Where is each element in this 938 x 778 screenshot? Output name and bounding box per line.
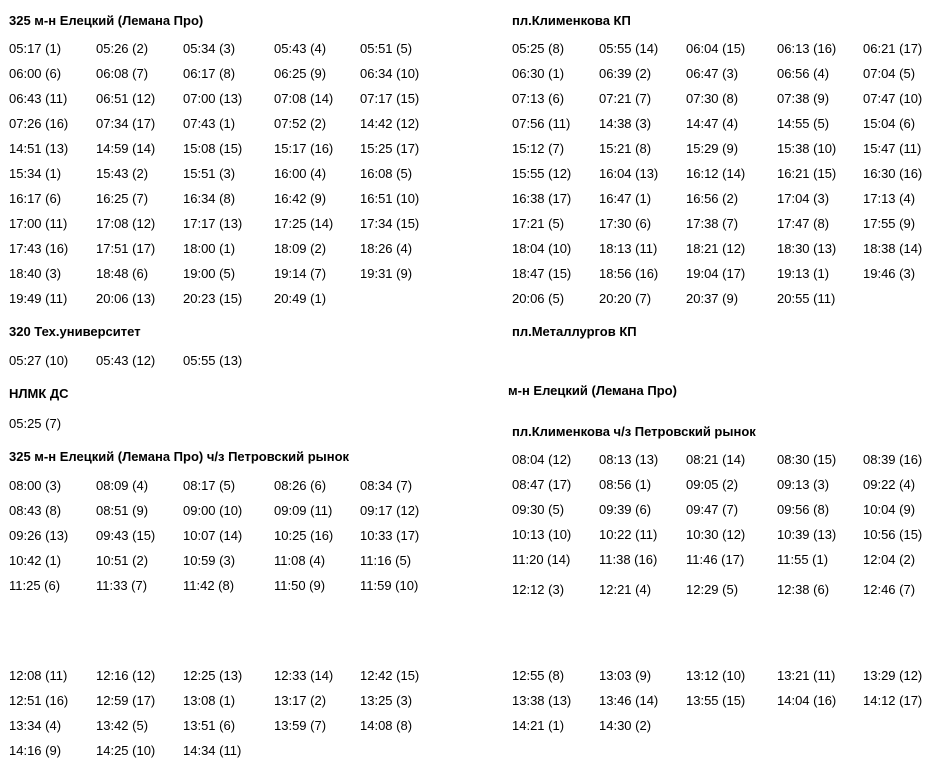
section-title-325: 325 м-н Елецкий (Лемана Про) [9,13,204,28]
time-cell: 15:47 (11) [863,141,922,156]
time-cell: 15:25 (17) [360,141,420,156]
time-cell: 10:04 (9) [863,502,916,517]
time-cell: 16:51 (10) [360,191,420,206]
time-cell: 12:16 (12) [96,668,156,683]
time-cell: 12:33 (14) [274,668,334,683]
time-cell: 14:51 (13) [9,141,69,156]
time-cell: 19:31 (9) [360,266,413,281]
time-cell: 20:06 (5) [512,291,565,306]
time-cell: 06:17 (8) [183,66,236,81]
time-cell: 15:29 (9) [686,141,739,156]
time-cell: 16:08 (5) [360,166,413,181]
times-grid-nlmk [9,416,446,441]
time-cell: 10:42 (1) [9,553,62,568]
time-cell: 11:42 (8) [183,578,235,593]
time-cell: 11:50 (9) [274,578,326,593]
time-cell: 06:21 (17) [863,41,923,56]
section-title-metallurgov: пл.Металлургов КП [512,324,637,339]
time-cell: 15:21 (8) [599,141,652,156]
time-cell: 12:51 (16) [9,693,69,708]
section-title-nlmk: НЛМК ДС [9,386,69,401]
time-cell: 17:47 (8) [777,216,830,231]
section-title-320: 320 Тех.университет [9,324,141,339]
time-cell: 17:30 (6) [599,216,652,231]
time-cell: 09:00 (10) [183,503,243,518]
time-cell: 08:21 (14) [686,452,746,467]
time-cell: 13:59 (7) [274,718,327,733]
time-cell: 17:55 (9) [863,216,916,231]
time-cell: 05:43 (12) [96,353,156,368]
time-cell: 06:00 (6) [9,66,62,81]
time-cell: 09:22 (4) [863,477,916,492]
time-cell: 14:47 (4) [686,116,739,131]
time-cell: 08:17 (5) [183,478,236,493]
time-cell: 17:34 (15) [360,216,420,231]
time-cell: 14:08 (8) [360,718,413,733]
time-cell: 13:46 (14) [599,693,659,708]
time-cell: 12:55 (8) [512,668,565,683]
time-cell: 05:25 (7) [9,416,62,431]
time-cell: 07:00 (13) [183,91,243,106]
time-cell: 14:30 (2) [599,718,652,733]
time-cell: 11:38 (16) [599,552,658,567]
time-cell: 09:05 (2) [686,477,739,492]
time-cell: 11:59 (10) [360,578,419,593]
time-cell: 09:26 (13) [9,528,69,543]
time-cell: 17:13 (4) [863,191,916,206]
time-cell: 11:20 (14) [512,552,571,567]
time-cell: 19:00 (5) [183,266,236,281]
time-cell: 05:55 (14) [599,41,659,56]
time-cell: 20:20 (7) [599,291,652,306]
time-cell: 08:30 (15) [777,452,837,467]
time-cell: 19:13 (1) [777,266,830,281]
time-cell: 15:34 (1) [9,166,62,181]
time-cell: 14:12 (17) [863,693,923,708]
time-cell: 15:38 (10) [777,141,837,156]
time-cell: 19:04 (17) [686,266,746,281]
time-cell: 05:27 (10) [9,353,69,368]
time-cell: 10:56 (15) [863,527,923,542]
time-cell: 18:04 (10) [512,241,572,256]
times-grid-klimenkova-petrovsky-row [512,582,938,607]
time-cell: 18:38 (14) [863,241,923,256]
time-cell: 17:51 (17) [96,241,156,256]
time-cell: 08:47 (17) [512,477,572,492]
time-cell: 17:00 (11) [9,216,68,231]
time-cell: 15:51 (3) [183,166,236,181]
time-cell: 16:17 (6) [9,191,62,206]
time-cell: 16:21 (15) [777,166,837,181]
time-cell: 05:43 (4) [274,41,327,56]
time-cell: 08:56 (1) [599,477,652,492]
time-cell: 13:38 (13) [512,693,572,708]
time-cell: 07:13 (6) [512,91,565,106]
times-grid-325-petrovsky-a [9,478,446,603]
time-cell: 09:17 (12) [360,503,420,518]
time-cell: 13:25 (3) [360,693,413,708]
time-cell: 12:46 (7) [863,582,916,597]
times-grid-325 [9,41,446,316]
time-cell: 12:29 (5) [686,582,739,597]
time-cell: 14:25 (10) [96,743,156,758]
time-cell: 12:38 (6) [777,582,830,597]
time-cell: 05:55 (13) [183,353,243,368]
time-cell: 20:23 (15) [183,291,243,306]
time-cell: 10:25 (16) [274,528,334,543]
times-grid-klimenkova [512,41,938,316]
time-cell: 16:25 (7) [96,191,149,206]
section-title-klimenkova: пл.Клименкова КП [512,13,631,28]
time-cell: 17:04 (3) [777,191,830,206]
time-cell: 16:56 (2) [686,191,739,206]
time-cell: 11:16 (5) [360,553,412,568]
time-cell: 13:03 (9) [599,668,652,683]
time-cell: 07:38 (9) [777,91,830,106]
time-cell: 09:56 (8) [777,502,830,517]
time-cell: 07:04 (5) [863,66,916,81]
time-cell: 08:26 (6) [274,478,327,493]
time-cell: 05:34 (3) [183,41,236,56]
time-cell: 19:14 (7) [274,266,327,281]
time-cell: 15:17 (16) [274,141,334,156]
time-cell: 13:55 (15) [686,693,746,708]
time-cell: 08:13 (13) [599,452,659,467]
time-cell: 18:40 (3) [9,266,62,281]
time-cell: 13:08 (1) [183,693,236,708]
time-cell: 16:00 (4) [274,166,327,181]
time-cell: 20:49 (1) [274,291,327,306]
time-cell: 17:08 (12) [96,216,156,231]
time-cell: 06:13 (16) [777,41,837,56]
time-cell: 10:22 (11) [599,527,658,542]
time-cell: 14:16 (9) [9,743,62,758]
time-cell: 08:00 (3) [9,478,62,493]
time-cell: 06:04 (15) [686,41,746,56]
time-cell: 08:04 (12) [512,452,572,467]
time-cell: 16:42 (9) [274,191,327,206]
time-cell: 06:47 (3) [686,66,739,81]
time-cell: 09:43 (15) [96,528,156,543]
time-cell: 14:38 (3) [599,116,652,131]
times-grid-325-petrovsky-b [9,668,446,768]
time-cell: 07:52 (2) [274,116,327,131]
time-cell: 07:21 (7) [599,91,652,106]
time-cell: 17:25 (14) [274,216,334,231]
time-cell: 19:46 (3) [863,266,916,281]
time-cell: 14:55 (5) [777,116,830,131]
time-cell: 17:17 (13) [183,216,243,231]
time-cell: 07:08 (14) [274,91,334,106]
time-cell: 18:13 (11) [599,241,658,256]
time-cell: 11:25 (6) [9,578,61,593]
time-cell: 06:39 (2) [599,66,652,81]
time-cell: 14:34 (11) [183,743,242,758]
time-cell: 11:08 (4) [274,553,326,568]
time-cell: 14:04 (16) [777,693,837,708]
time-cell: 12:42 (15) [360,668,420,683]
time-cell: 13:21 (11) [777,668,836,683]
time-cell: 13:29 (12) [863,668,923,683]
time-cell: 13:17 (2) [274,693,327,708]
time-cell: 05:17 (1) [9,41,62,56]
time-cell: 18:21 (12) [686,241,746,256]
time-cell: 10:39 (13) [777,527,837,542]
time-cell: 18:00 (1) [183,241,236,256]
time-cell: 16:38 (17) [512,191,572,206]
time-cell: 16:12 (14) [686,166,746,181]
section-title-eletsky: м-н Елецкий (Лемана Про) [508,383,677,398]
time-cell: 20:06 (13) [96,291,156,306]
time-cell: 16:47 (1) [599,191,652,206]
time-cell: 16:04 (13) [599,166,659,181]
time-cell: 14:21 (1) [512,718,565,733]
time-cell: 19:49 (11) [9,291,68,306]
times-grid-klimenkova-petrovsky-a [512,452,938,577]
time-cell: 05:26 (2) [96,41,149,56]
time-cell: 06:43 (11) [9,91,68,106]
time-cell: 15:12 (7) [512,141,565,156]
time-cell: 10:13 (10) [512,527,572,542]
time-cell: 11:46 (17) [686,552,745,567]
time-cell: 08:09 (4) [96,478,149,493]
time-cell: 06:34 (10) [360,66,420,81]
time-cell: 07:56 (11) [512,116,571,131]
time-cell: 12:25 (13) [183,668,243,683]
time-cell: 12:21 (4) [599,582,652,597]
time-cell: 15:04 (6) [863,116,916,131]
time-cell: 17:21 (5) [512,216,565,231]
time-cell: 13:51 (6) [183,718,236,733]
time-cell: 18:48 (6) [96,266,149,281]
time-cell: 12:59 (17) [96,693,156,708]
time-cell: 05:51 (5) [360,41,413,56]
time-cell: 10:59 (3) [183,553,236,568]
time-cell: 17:43 (16) [9,241,69,256]
time-cell: 13:12 (10) [686,668,746,683]
time-cell: 13:34 (4) [9,718,62,733]
time-cell: 06:51 (12) [96,91,156,106]
time-cell: 11:33 (7) [96,578,148,593]
time-cell: 20:55 (11) [777,291,836,306]
time-cell: 07:26 (16) [9,116,69,131]
time-cell: 07:17 (15) [360,91,420,106]
time-cell: 12:08 (11) [9,668,68,683]
time-cell: 06:08 (7) [96,66,149,81]
time-cell: 18:09 (2) [274,241,327,256]
time-cell: 15:55 (12) [512,166,572,181]
time-cell: 10:07 (14) [183,528,243,543]
times-grid-320 [9,353,446,378]
times-grid-klimenkova-petrovsky-b [512,668,938,743]
time-cell: 18:30 (13) [777,241,837,256]
time-cell: 20:37 (9) [686,291,739,306]
time-cell: 18:56 (16) [599,266,659,281]
time-cell: 14:42 (12) [360,116,420,131]
time-cell: 12:12 (3) [512,582,565,597]
section-title-klimenkova-petrovsky: пл.Клименкова ч/з Петровский рынок [512,424,756,439]
time-cell: 09:13 (3) [777,477,830,492]
time-cell: 09:39 (6) [599,502,652,517]
time-cell: 06:56 (4) [777,66,830,81]
time-cell: 08:51 (9) [96,503,149,518]
time-cell: 13:42 (5) [96,718,149,733]
time-cell: 10:51 (2) [96,553,149,568]
time-cell: 11:55 (1) [777,552,829,567]
time-cell: 16:34 (8) [183,191,236,206]
time-cell: 10:30 (12) [686,527,746,542]
time-cell: 14:59 (14) [96,141,156,156]
time-cell: 18:26 (4) [360,241,413,256]
time-cell: 05:25 (8) [512,41,565,56]
section-title-325-petrovsky: 325 м-н Елецкий (Лемана Про) ч/з Петровский рынок [9,449,350,464]
time-cell: 07:34 (17) [96,116,156,131]
time-cell: 08:43 (8) [9,503,62,518]
time-cell: 06:25 (9) [274,66,327,81]
time-cell: 07:30 (8) [686,91,739,106]
time-cell: 08:34 (7) [360,478,413,493]
time-cell: 07:47 (10) [863,91,923,106]
time-cell: 17:38 (7) [686,216,739,231]
time-cell: 18:47 (15) [512,266,572,281]
time-cell: 10:33 (17) [360,528,420,543]
time-cell: 07:43 (1) [183,116,236,131]
time-cell: 12:04 (2) [863,552,916,567]
time-cell: 15:43 (2) [96,166,149,181]
time-cell: 08:39 (16) [863,452,923,467]
time-cell: 06:30 (1) [512,66,565,81]
time-cell: 09:30 (5) [512,502,565,517]
time-cell: 09:47 (7) [686,502,739,517]
time-cell: 09:09 (11) [274,503,333,518]
time-cell: 16:30 (16) [863,166,923,181]
time-cell: 15:08 (15) [183,141,243,156]
